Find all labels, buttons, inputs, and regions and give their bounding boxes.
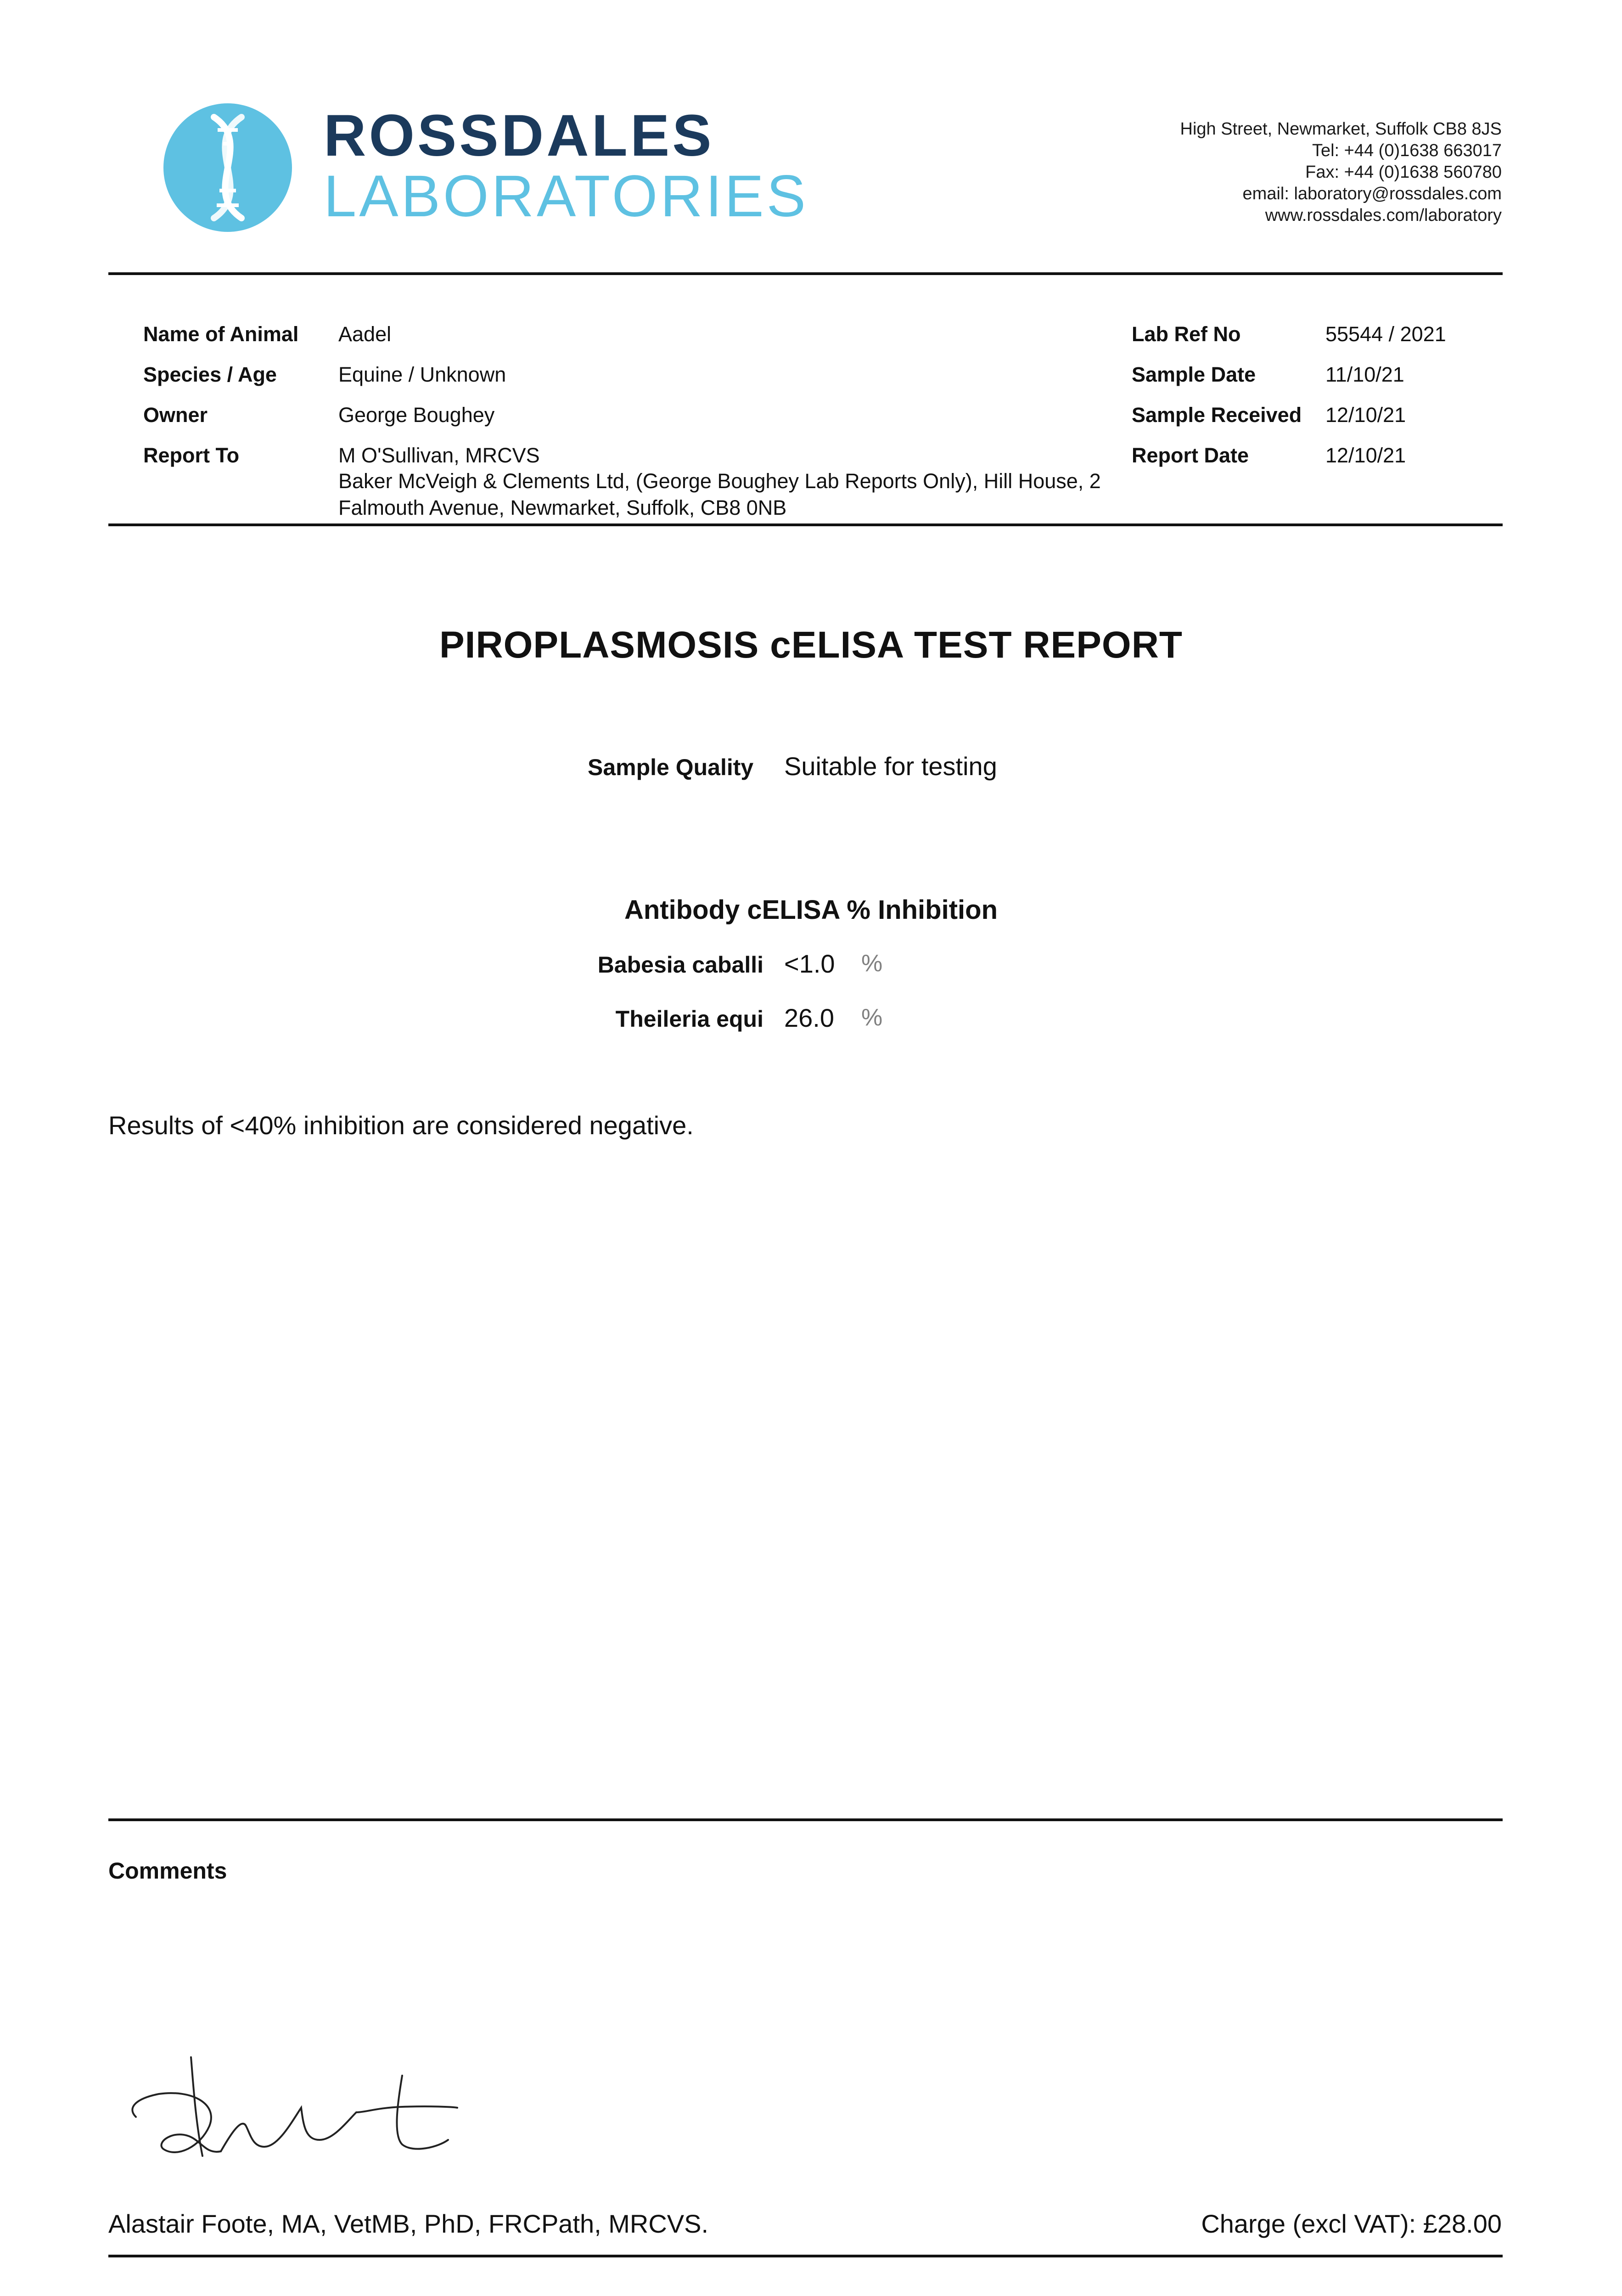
charge-amount: Charge (excl VAT): £28.00: [1201, 2209, 1502, 2238]
species-age-value: Equine / Unknown: [338, 363, 506, 386]
report-date-value: 12/10/21: [1325, 444, 1406, 467]
lab-ref-value: 55544 / 2021: [1325, 322, 1446, 346]
species-age-label: Species / Age: [143, 363, 277, 386]
comments-divider: [108, 1818, 1503, 1821]
sample-received-value: 12/10/21: [1325, 403, 1406, 427]
sample-date-label: Sample Date: [1132, 363, 1256, 386]
footer-divider: [108, 2255, 1503, 2257]
sample-date-value: 11/10/21: [1325, 363, 1404, 386]
result-unit-babesia-caballi: %: [861, 950, 883, 977]
brand-name-line2: LABORATORIES: [324, 163, 808, 229]
address-fax: Fax: +44 (0)1638 560780: [1305, 163, 1502, 182]
result-value-theileria-equi: 26.0: [784, 1003, 834, 1032]
antibody-section-title: Antibody cELISA % Inhibition: [624, 895, 998, 925]
sample-quality-label: Sample Quality: [588, 754, 754, 780]
report-to-label: Report To: [143, 444, 240, 467]
brand-name-line1: ROSSDALES: [324, 103, 714, 169]
signer-name: Alastair Foote, MA, VetMB, PhD, FRCPath, MRCVS.: [108, 2209, 709, 2238]
result-unit-theileria-equi: %: [861, 1004, 883, 1031]
owner-value: George Boughey: [338, 403, 495, 427]
negative-threshold-note: Results of <40% inhibition are considered negative.: [108, 1111, 694, 1140]
owner-label: Owner: [143, 403, 208, 427]
report-title: PIROPLASMOSIS cELISA TEST REPORT: [439, 624, 1183, 666]
info-divider: [108, 523, 1503, 526]
header-divider: [108, 272, 1503, 275]
sample-quality-value: Suitable for testing: [784, 752, 997, 781]
result-label-theileria-equi: Theileria equi: [615, 1006, 763, 1032]
report-to-address: Baker McVeigh & Clements Ltd, (George Boughey Lab Reports Only), Hill House, 2 Falmouth Avenue, Newmarket, Suffolk, CB8 0NB: [338, 469, 1101, 519]
handwritten-signature: [108, 2048, 476, 2177]
name-of-animal-value: Aadel: [338, 322, 392, 346]
result-label-babesia-caballi: Babesia caballi: [597, 952, 763, 978]
logo-dna-icon: [163, 103, 292, 232]
sample-received-label: Sample Received: [1132, 403, 1302, 427]
address-tel: Tel: +44 (0)1638 663017: [1312, 141, 1502, 160]
report-to-name: M O'Sullivan, MRCVS: [338, 444, 540, 467]
address-email: email: laboratory@rossdales.com: [1242, 184, 1502, 203]
report-date-label: Report Date: [1132, 444, 1249, 467]
name-of-animal-label: Name of Animal: [143, 322, 299, 346]
address-street: High Street, Newmarket, Suffolk CB8 8JS: [1180, 119, 1502, 139]
lab-ref-label: Lab Ref No: [1132, 322, 1241, 346]
lab-address: [1180, 118, 1502, 226]
result-value-babesia-caballi: <1.0: [784, 949, 835, 978]
address-web: www.rossdales.com/laboratory: [1265, 206, 1502, 225]
comments-label: Comments: [108, 1858, 227, 1884]
